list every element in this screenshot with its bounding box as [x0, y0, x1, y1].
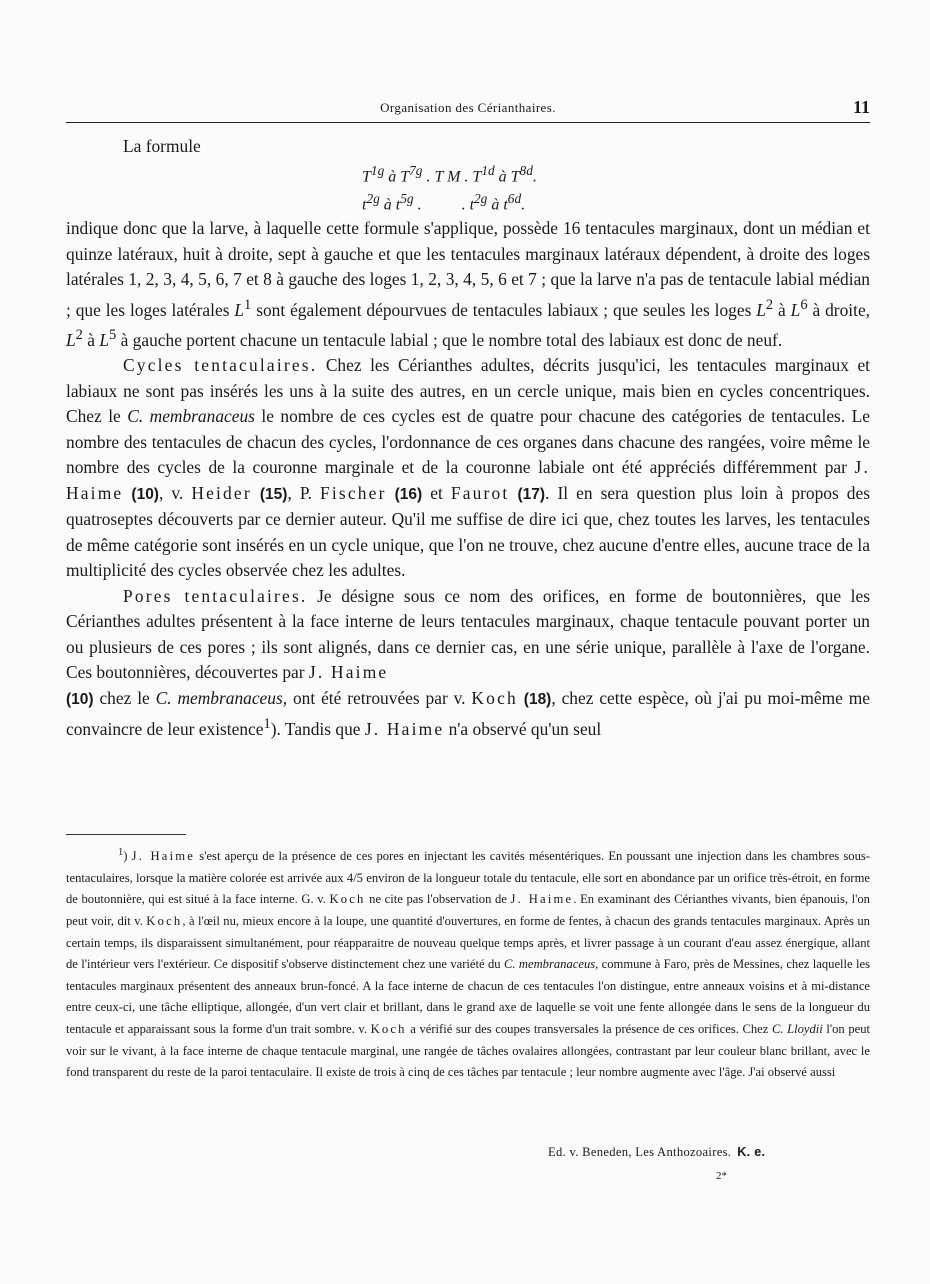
text-run: a vérifié sur des coupes transversales la présence de ces orifices. Chez — [406, 1021, 772, 1036]
formula-sup: 6d — [507, 190, 522, 206]
text-run: à — [773, 299, 791, 320]
citation-ref: (18) — [523, 690, 552, 708]
text-run: ont été retrouvées par v. — [287, 687, 472, 708]
formula-sup: 5g — [400, 190, 414, 206]
citation-ref: (17) — [517, 485, 546, 503]
species-name: C. membranaceus — [127, 406, 255, 427]
formula-line-2 — [362, 188, 870, 216]
text-run: indique donc que la larve, à laquelle cette formule s'applique, possède 16 tentacules marginaux, dont un médian et quinze latéraux, huit à droite, sept à gauche et que les tentacules marginaux latéraux dépendent, à droite des loges latérales 1, 2, 3, 4, 5, 6, 7 et 8 à gauche des loges 1, 2, 3, 4, 5, 6 et 7 ; que la larve n'a pas de tentacule labial médian ; que les loges latérales — [66, 218, 870, 320]
text-run: , v. — [158, 482, 192, 503]
formula — [362, 160, 870, 217]
species-name: C. membranaceus, — [155, 687, 288, 708]
text-run: ). Tandis que — [270, 719, 365, 740]
text-run: . Il en sera question plus loin à propos des quatroseptes découverts par ce dernier auteur. Qu'il me suffise de dire ici que, chez toutes les larves, les tentacules de même catégorie sont insérés en un cycle unique, que l'on ne trouve, chez aucune d'entre elles, aucune trace de la multiplicité des cycles observée chez les adultes. — [66, 482, 870, 581]
text-run: à gauche portent chacune un tentacule labial ; que le nombre total des labiaux est donc de neuf. — [116, 329, 783, 350]
intro-line: La formule — [123, 136, 201, 156]
section-heading-pores: Pores tentaculaires. — [123, 585, 308, 606]
text-run: chez le — [93, 687, 156, 708]
text-run: et — [422, 482, 451, 503]
footnote-number: 1 — [118, 847, 124, 858]
loge-symbol: L — [99, 329, 110, 350]
text-run: , à l'œil nu, mieux encore à la loupe, une quantité d'ouvertures, en forme de fentes, à chacun des grands tentacules marginaux. Après un certain temps, ils disparaissent simultanément, pour réapparaitre de nouveau quelque temps après, et livrer passage à un courant d'eau assez énergique, allant de l'intérieur vers l'extérieur. Ce dispositif s'observe distinctement chez une variété du — [66, 913, 870, 972]
author-name: Heider — [191, 482, 252, 503]
text-run: à — [82, 329, 100, 350]
loge-sup: 1 — [244, 296, 252, 313]
author-name: J. Haime — [131, 849, 196, 864]
paragraph-formula-explanation — [66, 216, 870, 353]
text-run: ) — [123, 849, 132, 864]
footnote-marker[interactable]: 1 — [263, 716, 271, 733]
formula-sup: 2g — [474, 190, 488, 206]
author-name: J. Haime — [308, 662, 389, 683]
formula-term: . T M . T — [422, 167, 482, 185]
text-run: Je désigne sous ce nom des orifices, en forme de boutonnières, que les Cérianthes adultes présentent à la face interne de leurs tentacules marginaux, chaque tentacule pouvant porter un ou plusieurs de ces pores ; ils sont alignés, dans ce dernier cas, en une série unique, parallèle à l'axe de l'organe. Ces boutonnières, découvertes par — [66, 585, 870, 683]
text-run: l'on peut voir sur le vivant, à la face interne de chaque tentacule marginal, une rangée de tâches ovalaires allongées, contrastant par leur couleur blanc brillant, avec le fond transparent du reste de la paroi tentaculaire. Il existe de trois à cinq de ces tâches par tentacule ; leur nombre augmente avec l'âge. J'ai observé aussi — [66, 1021, 870, 1080]
formula-term: . t — [461, 196, 475, 214]
formula-term: à T — [384, 167, 410, 185]
author-name: Faurot — [450, 482, 510, 503]
species-name: C. membranaceus, — [503, 957, 599, 972]
formula-sup: 2g — [366, 190, 380, 206]
formula-term: . — [521, 196, 526, 214]
paragraph-pores — [66, 584, 870, 743]
footnote-rule — [66, 834, 186, 835]
author-name: Fischer — [319, 482, 387, 503]
text-run: , P. — [287, 482, 320, 503]
author-name: J. Haime — [66, 457, 870, 503]
fraction: 4/5 — [346, 870, 363, 885]
text-run: le nombre de ces cycles est de quatre pour chacune des catégories de tentacules. Le nombre des tentacules de chacun des cycles, l'ordonnance de ces organes dans chacune des rangées, voire même le nombre des cycles de la couronne marginale et de la couronne labiale ont été appréciés différemment par — [66, 406, 870, 478]
text-run: environ de la longueur totale du tentacule, elle sort en abondance par un orifice très-étroit, en forme de boutonnière, qui est situé à la face interne. G. v. — [66, 870, 870, 907]
formula-line-1 — [362, 160, 870, 188]
formula-sup: 7g — [409, 162, 423, 178]
page-header — [66, 98, 870, 123]
loge-symbol: L — [756, 299, 766, 320]
signature-mark: K. e. — [737, 1145, 766, 1159]
sheet-mark: 2* — [716, 1170, 727, 1182]
signature-text: Ed. v. Beneden, Les Anthozoaires. — [548, 1145, 732, 1159]
text-run: Chez les Cérianthes adultes, décrits jusqu'ici, les tentacules marginaux et labiaux ne sont pas insérés les uns à la suite des autres, en un cercle unique, mais bien en cycles concentriques. Chez le — [66, 355, 871, 427]
loge-sup: 5 — [109, 326, 117, 343]
author-name: J. Haime — [364, 719, 445, 740]
paragraph-cycles — [66, 353, 870, 584]
text-run: ne cite pas l'observation de — [365, 892, 511, 907]
formula-term: . — [413, 196, 422, 214]
printer-signature — [548, 1145, 765, 1160]
formula-term: à T — [494, 167, 520, 185]
formula-term: . — [532, 167, 537, 185]
section-heading-cycles: Cycles tentaculaires. — [123, 355, 318, 376]
text-run: n'a observé qu'un seul — [444, 719, 602, 740]
formula-term: à t — [379, 196, 401, 214]
citation-ref: (10) — [66, 690, 94, 708]
citation-ref: (10) — [131, 485, 159, 503]
text-run: à droite, — [807, 299, 871, 320]
citation-ref: (16) — [394, 485, 423, 503]
citation-ref: (15) — [259, 485, 288, 503]
page-number: 11 — [852, 97, 870, 117]
loge-symbol: L — [66, 329, 76, 350]
author-name: Koch — [329, 892, 366, 907]
text-run: commune à Faro, près de Messines, chez laquelle les tentacules marginaux présentent des anneaux brun-foncé. A la face interne de chacun de ces tentacules l'on distingue, entre anneaux voisins et à mi-distance entre ceux-ci, une tâche elliptique, allongée, d'un vert clair et brillant, dans le grand axe de laquelle se voit une fente allongée dans le sens de la longueur du tentacule et apparaissant sous la forme d'un trait sombre. v. — [66, 957, 870, 1036]
loge-sup: 2 — [75, 326, 83, 343]
main-text — [66, 134, 870, 743]
text-run: , chez cette espèce, où j'ai pu moi-même me convaincre de leur existence — [66, 687, 870, 740]
formula-sup: 1g — [370, 162, 385, 178]
loge-symbol: L — [790, 299, 801, 320]
formula-term: T — [362, 167, 371, 185]
footnote — [66, 842, 870, 1084]
author-name: Koch — [146, 913, 183, 928]
footnote-1 — [66, 842, 870, 1084]
text-run: . En examinant des Cérianthes vivants, bien épanouis, l'on peut voir, dit v. — [66, 892, 870, 928]
text-run: sont également dépourvues de tentacules labiaux ; que seules les loges — [251, 299, 757, 320]
author-name: Koch — [471, 687, 518, 708]
loge-symbol: L — [234, 299, 245, 320]
formula-term: à t — [487, 196, 508, 214]
author-name: Koch — [370, 1021, 407, 1036]
text-run: s'est aperçu de la présence de ces pores en injectant les cavités mésentériques. En poussant une injection dans les chambres sous-tentaculaires, lorsque la matière colorée est arrivée aux — [66, 849, 871, 885]
author-name: J. Haime — [510, 892, 574, 907]
loge-sup: 2 — [765, 296, 774, 313]
species-name: C. Lloydii — [771, 1021, 823, 1036]
formula-sup: 8d — [519, 162, 533, 178]
formula-term: t — [362, 196, 367, 214]
loge-sup: 6 — [800, 296, 808, 313]
formula-sup: 1d — [481, 162, 495, 178]
running-title: Organisation des Cérianthaires. — [380, 100, 556, 115]
